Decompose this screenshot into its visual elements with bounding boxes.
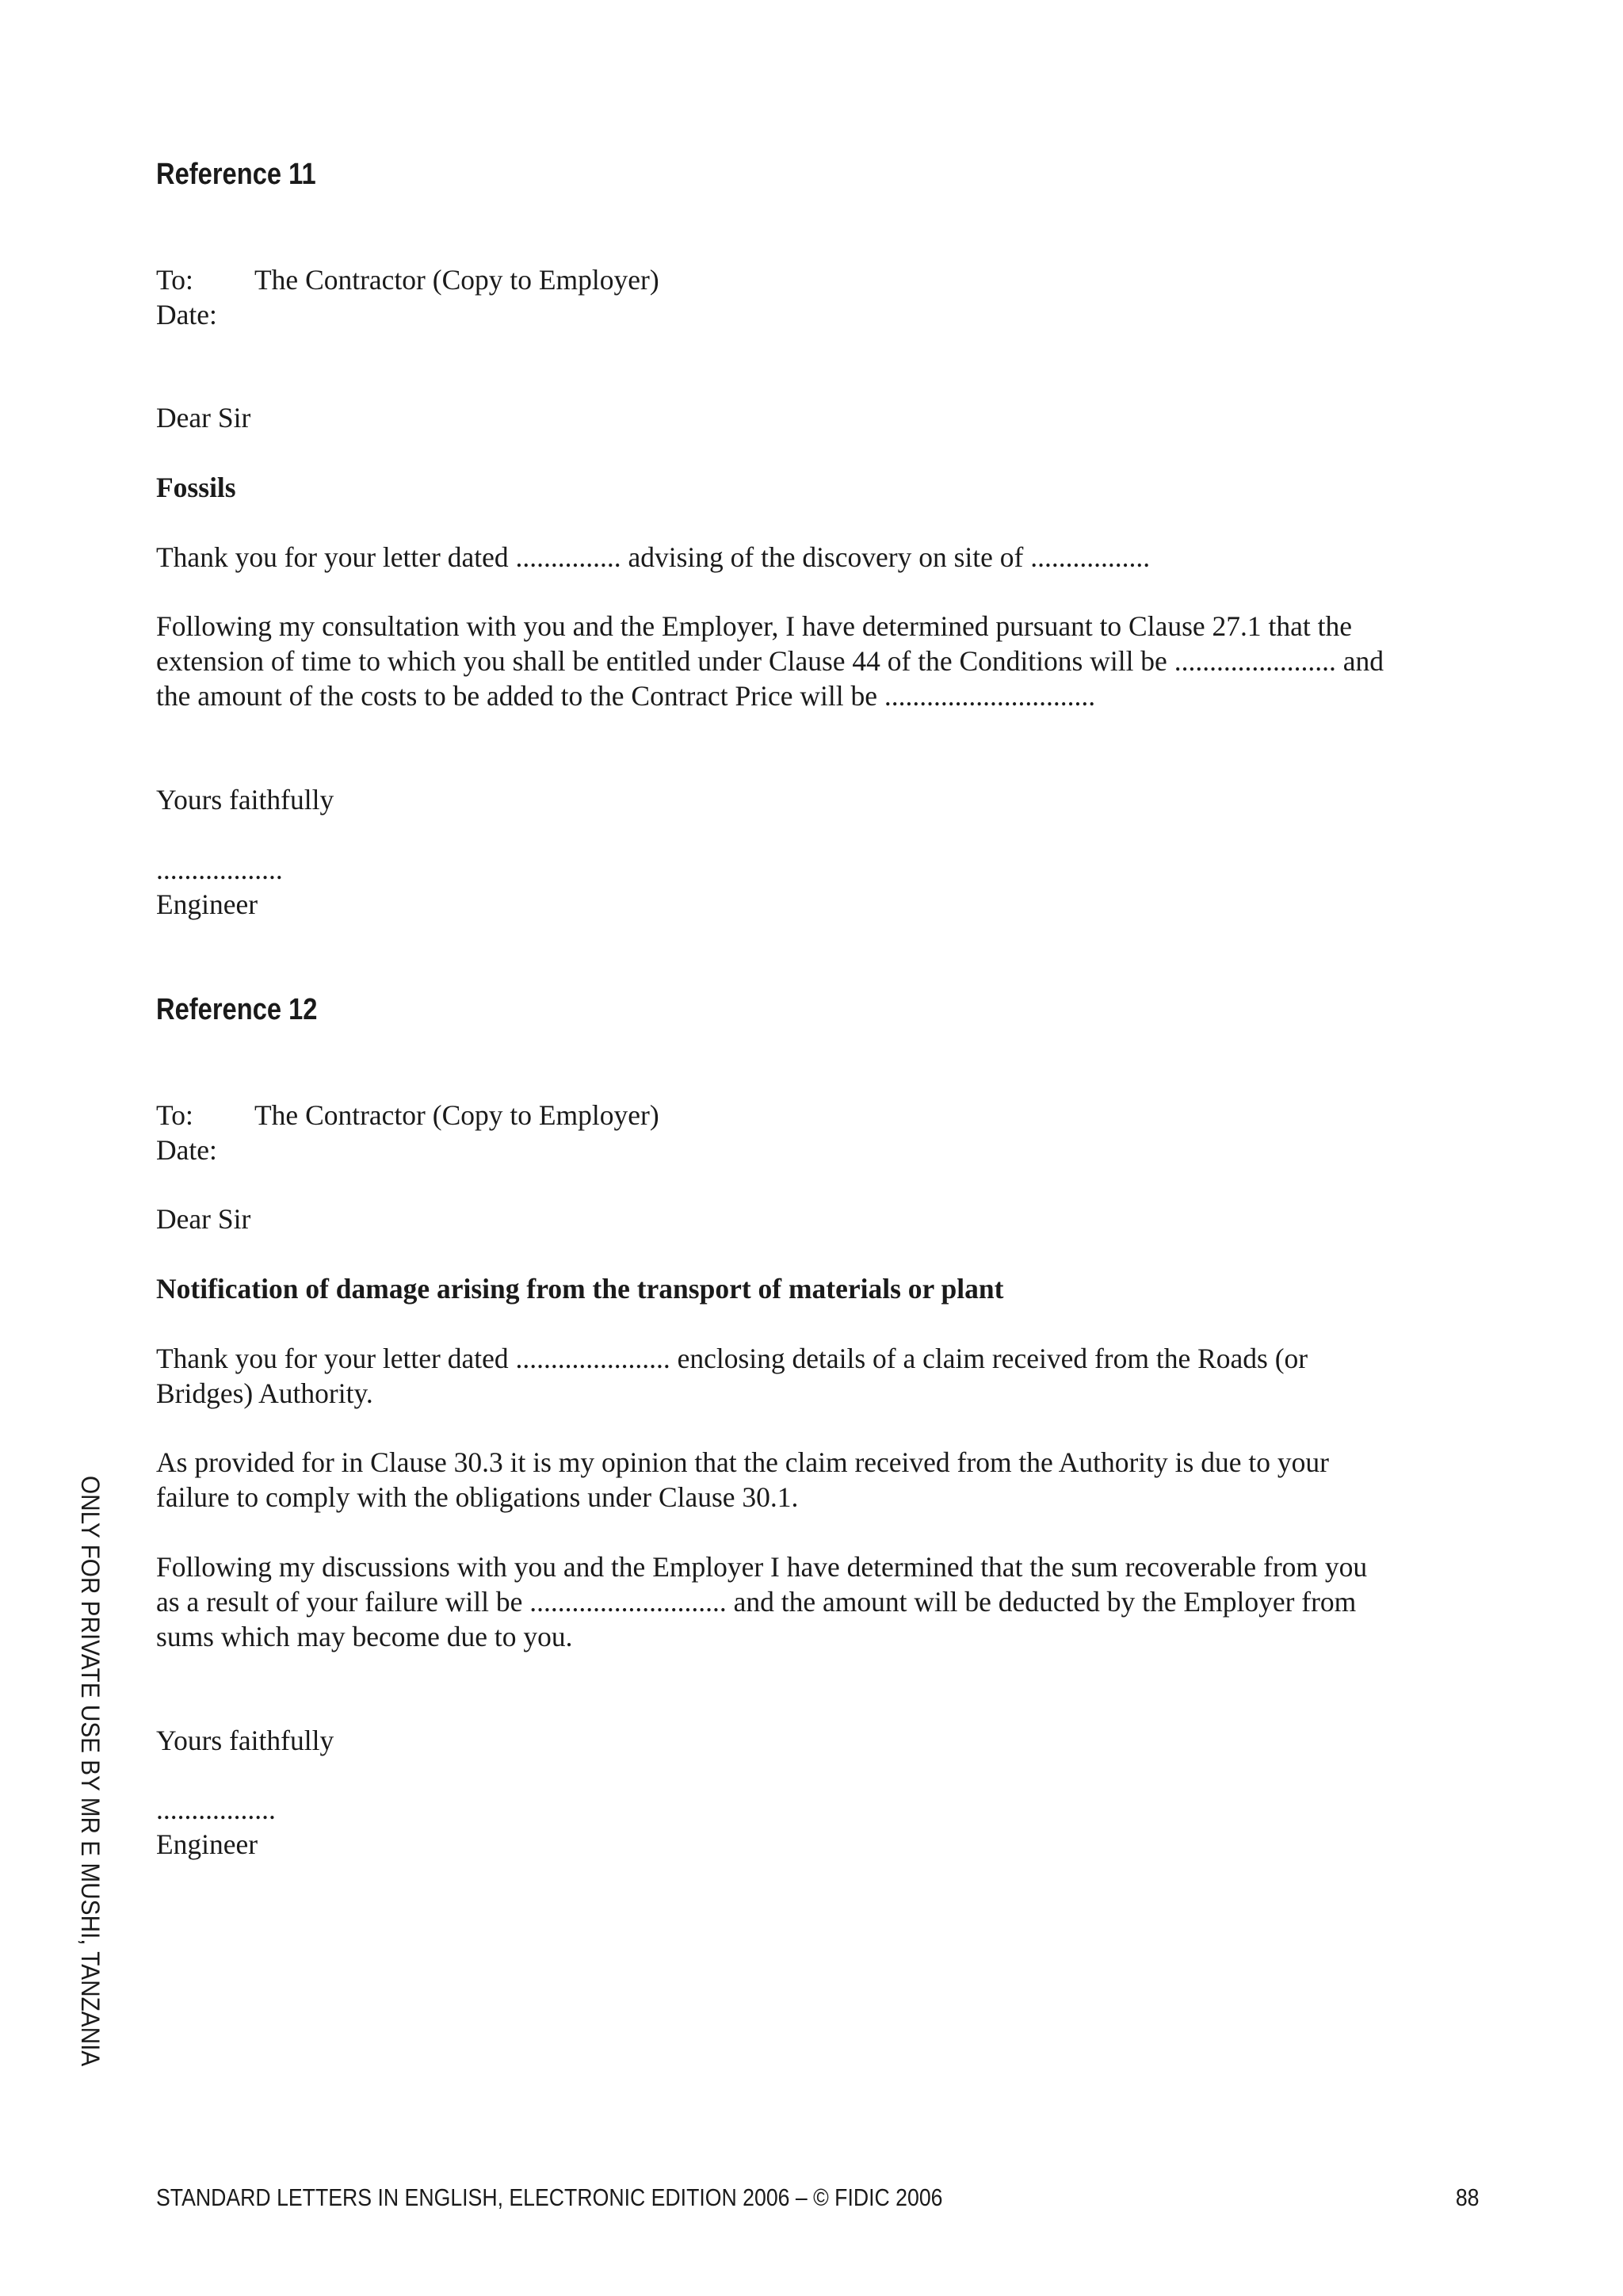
private-use-side-note [78, 1476, 103, 2111]
reference-11-signature-dots: .................. [156, 854, 283, 885]
paragraph-line: Thank you for your letter dated ...................... enclosing details of a claim received from the Roads (or [156, 1343, 1308, 1374]
reference-12-heading: Reference 12 [156, 993, 318, 1026]
reference-11-heading: Reference 11 [156, 158, 316, 191]
reference-11-closing: Yours faithfully [156, 784, 334, 816]
to-recipient: The Contractor (Copy to Employer) [254, 264, 659, 296]
paragraph-line: Following my discussions with you and the Employer I have determined that the sum recoverable from you [156, 1551, 1368, 1583]
paragraph-line: extension of time to which you shall be entitled under Clause 44 of the Conditions will be ....................... and [156, 645, 1384, 677]
paragraph-line: Thank you for your letter dated ............... advising of the discovery on site of ................. [156, 541, 1151, 573]
reference-12-closing: Yours faithfully [156, 1725, 334, 1756]
to-recipient: The Contractor (Copy to Employer) [254, 1099, 659, 1131]
reference-11-salutation: Dear Sir [156, 402, 251, 434]
paragraph-line: as a result of your failure will be ............................ and the amount will be deducted by the Employer from [156, 1586, 1357, 1618]
reference-12-date-label: Date: [156, 1134, 217, 1166]
to-label: To: [156, 264, 193, 296]
paragraph-line: failure to comply with the obligations under Clause 30.1. [156, 1481, 799, 1513]
reference-12-salutation: Dear Sir [156, 1203, 251, 1235]
paragraph-line: sums which may become due to you. [156, 1621, 573, 1652]
reference-12-subject: Notification of damage arising from the transport of materials or plant [156, 1273, 1004, 1305]
paragraph-line: Bridges) Authority. [156, 1377, 373, 1409]
reference-11-paragraph [156, 540, 1487, 575]
reference-11-paragraph [156, 609, 1487, 713]
paragraph-line: Following my consultation with you and the Employer, I have determined pursuant to Clause 27.1 that the [156, 610, 1353, 642]
reference-12-signatory: Engineer [156, 1828, 258, 1860]
to-label: To: [156, 1099, 193, 1131]
paragraph-line: As provided for in Clause 30.3 it is my opinion that the claim received from the Authority is due to your [156, 1446, 1329, 1478]
reference-12-paragraph [156, 1445, 1487, 1515]
reference-12-paragraph [156, 1341, 1487, 1411]
page-number: 88 [1455, 2183, 1479, 2211]
reference-11-to-line [156, 262, 659, 297]
reference-12-signature-dots: ................. [156, 1794, 276, 1825]
footer-copyright: STANDARD LETTERS IN ENGLISH, ELECTRONIC EDITION 2006 – © FIDIC 2006 [156, 2183, 943, 2211]
reference-11-subject: Fossils [156, 472, 236, 503]
side-note-text: ONLY FOR PRIVATE USE BY MR E MUSHI, TANZANIA [76, 1476, 105, 2067]
paragraph-line: the amount of the costs to be added to the Contract Price will be .............................. [156, 680, 1096, 712]
reference-12-to-line [156, 1098, 659, 1133]
reference-12-paragraph [156, 1549, 1487, 1654]
reference-11-date-label: Date: [156, 299, 217, 330]
reference-11-signatory: Engineer [156, 888, 258, 920]
